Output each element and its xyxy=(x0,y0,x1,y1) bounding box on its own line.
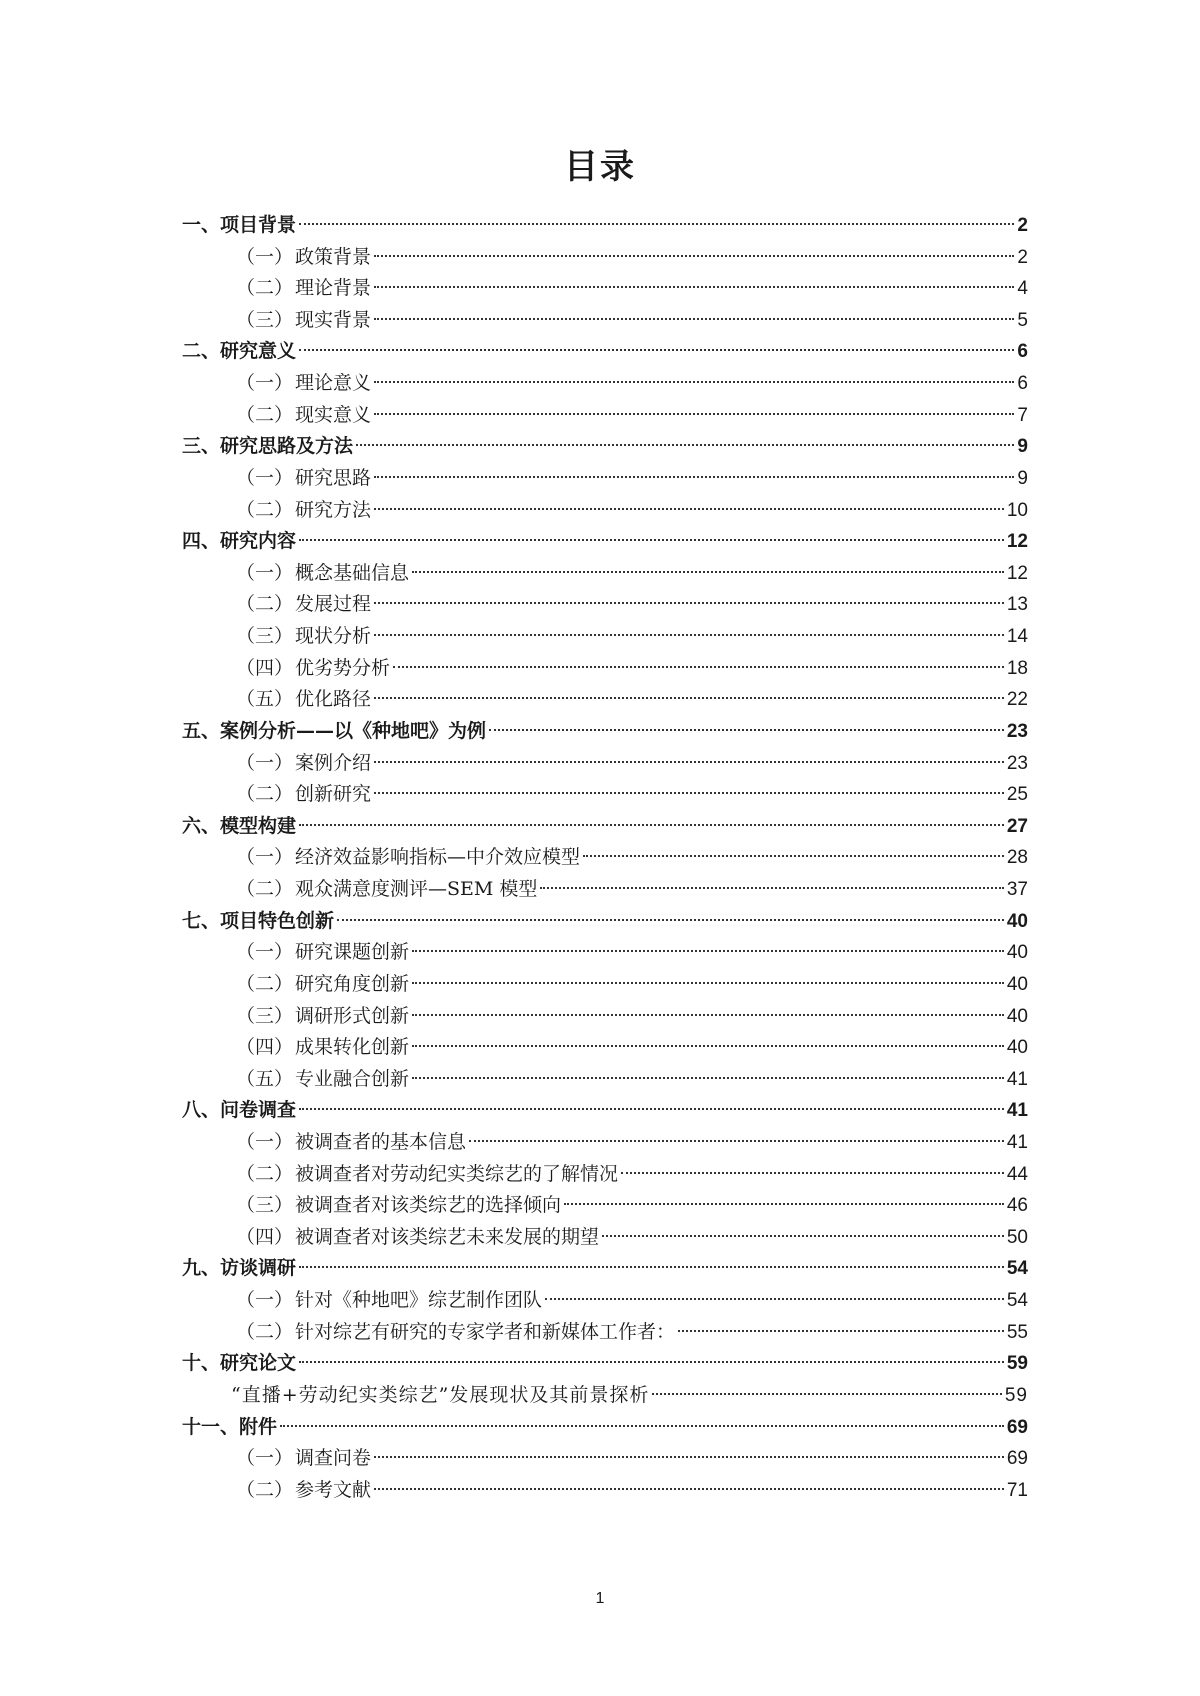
toc-entry-page-number: 9 xyxy=(1017,436,1028,458)
dot-leader xyxy=(545,1298,1004,1300)
toc-entry-number: （二） xyxy=(236,278,294,300)
toc-chapter-entry[interactable] xyxy=(182,1412,1028,1442)
toc-entry-number: （四） xyxy=(236,1226,294,1248)
toc-entry-number: （二） xyxy=(236,594,294,616)
dot-leader xyxy=(299,223,1014,225)
toc-entry-label: 优化路径 xyxy=(295,688,372,711)
toc-entry-label: 研究方法 xyxy=(295,498,372,521)
toc-entry-page-number: 44 xyxy=(1006,1163,1028,1185)
toc-entry-label: 十一、附件 xyxy=(182,1415,278,1438)
toc-section-entry[interactable] xyxy=(236,1443,1028,1473)
toc-entry-label: 二、研究意义 xyxy=(182,340,297,363)
toc-section-entry[interactable] xyxy=(236,969,1028,999)
toc-entry-number: （二） xyxy=(236,499,294,521)
toc-section-entry[interactable] xyxy=(236,1222,1028,1252)
toc-entry-page-number: 23 xyxy=(1006,720,1028,742)
toc-entry-label: 政策背景 xyxy=(295,245,372,268)
toc-section-entry[interactable] xyxy=(236,1064,1028,1094)
toc-entry-page-number: 59 xyxy=(1004,1384,1028,1406)
toc-entry-page-number: 69 xyxy=(1006,1448,1028,1470)
toc-chapter-entry[interactable] xyxy=(182,716,1028,746)
toc-entry-page-number: 46 xyxy=(1006,1195,1028,1217)
dot-leader xyxy=(374,792,1004,794)
toc-section-entry[interactable] xyxy=(236,400,1028,430)
toc-entry-label: 现实意义 xyxy=(295,403,372,426)
toc-entry-label: 一、项目背景 xyxy=(182,214,297,236)
dot-leader xyxy=(489,729,1004,731)
dot-leader xyxy=(374,508,1004,510)
dot-leader xyxy=(356,444,1014,446)
toc-entry-label: 案例介绍 xyxy=(295,751,372,774)
dot-leader xyxy=(583,855,1004,857)
toc-section-entry[interactable] xyxy=(236,1317,1028,1347)
toc-entry-label: 理论意义 xyxy=(295,372,372,395)
toc-entry-page-number: 41 xyxy=(1006,1131,1028,1153)
toc-chapter-entry[interactable] xyxy=(182,1095,1028,1125)
dot-leader xyxy=(299,824,1004,826)
toc-entry-page-number: 2 xyxy=(1017,215,1028,236)
dot-leader xyxy=(412,1077,1004,1079)
toc-entry-number: （三） xyxy=(236,626,294,648)
toc-section-entry[interactable] xyxy=(236,874,1028,904)
dot-leader xyxy=(412,982,1004,984)
toc-section-entry[interactable] xyxy=(236,748,1028,778)
toc-entry-label: 创新研究 xyxy=(295,783,372,806)
dot-leader xyxy=(299,349,1014,351)
toc-entry-number: （一） xyxy=(236,467,294,489)
toc-entry-label: 发展过程 xyxy=(295,593,372,616)
toc-entry-label: 研究思路 xyxy=(295,466,372,489)
toc-entry-label: 研究课题创新 xyxy=(295,941,410,964)
toc-entry-page-number: 41 xyxy=(1006,1100,1028,1122)
toc-entry-number: （二） xyxy=(236,879,294,901)
toc-entry-page-number: 4 xyxy=(1017,278,1028,300)
toc-entry-number: （一） xyxy=(236,847,294,869)
toc-entry-number: （二） xyxy=(236,1479,294,1501)
toc-entry-number: （一） xyxy=(236,373,294,395)
dot-leader xyxy=(412,1045,1004,1047)
toc-entry-number: （一） xyxy=(236,752,294,774)
toc-entry-number: （一） xyxy=(236,1131,294,1153)
toc-entry-page-number: 12 xyxy=(1006,531,1028,553)
toc-entry-number: （一） xyxy=(236,562,294,584)
toc-section-entry[interactable] xyxy=(236,1190,1028,1220)
toc-section-entry[interactable] xyxy=(236,589,1028,619)
toc-entry-label: 理论背景 xyxy=(295,277,372,300)
dot-leader xyxy=(621,1172,1004,1174)
toc-entry-page-number: 50 xyxy=(1006,1226,1028,1248)
toc-entry-label: 概念基础信息 xyxy=(295,561,410,584)
toc-entry-label: 被调查者对该类综艺的选择倾向 xyxy=(295,1194,562,1217)
toc-entry-page-number: 55 xyxy=(1006,1321,1028,1343)
dot-leader xyxy=(374,697,1004,699)
toc-entry-page-number: 54 xyxy=(1006,1258,1028,1280)
toc-entry-label: 针对综艺有研究的专家学者和新媒体工作者： xyxy=(295,1320,676,1343)
toc-section-entry[interactable] xyxy=(236,463,1028,493)
toc-entry-page-number: 40 xyxy=(1006,973,1028,995)
dot-leader xyxy=(374,476,1014,478)
dot-leader xyxy=(652,1393,1002,1395)
toc-entry-page-number: 25 xyxy=(1006,784,1028,806)
toc-entry-number: （三） xyxy=(236,1005,294,1027)
dot-leader xyxy=(374,318,1014,320)
toc-entry-page-number: 69 xyxy=(1006,1416,1028,1438)
toc-entry-number: （五） xyxy=(236,689,294,711)
toc-section-entry[interactable] xyxy=(236,842,1028,872)
dot-leader xyxy=(299,539,1004,541)
toc-section-entry[interactable] xyxy=(236,937,1028,967)
dot-leader xyxy=(374,413,1014,415)
toc-entry-label: 针对《种地吧》综艺制作团队 xyxy=(295,1289,543,1312)
toc-section-entry[interactable] xyxy=(236,684,1028,714)
toc-entry-number: （二） xyxy=(236,784,294,806)
toc-section-entry[interactable] xyxy=(236,1127,1028,1157)
toc-entry-label: 研究角度创新 xyxy=(295,972,410,995)
toc-entry-label: 三、研究思路及方法 xyxy=(182,435,354,458)
toc-entry-label: 现实背景 xyxy=(295,308,372,331)
dot-leader xyxy=(280,1425,1004,1427)
toc-entry-page-number: 10 xyxy=(1006,499,1028,521)
toc-section-entry[interactable] xyxy=(236,305,1028,335)
toc-entry-label: 七、项目特色创新 xyxy=(182,909,335,932)
toc-entry-number: （四） xyxy=(236,657,294,679)
dot-leader xyxy=(678,1330,1004,1332)
toc-entry-page-number: 54 xyxy=(1006,1290,1028,1312)
toc-entry-page-number: 23 xyxy=(1006,752,1028,774)
toc-entry-number: （一） xyxy=(236,1290,294,1312)
dot-leader xyxy=(374,1488,1004,1490)
toc-entry-page-number: 40 xyxy=(1006,942,1028,964)
toc-entry-label: 参考文献 xyxy=(295,1478,372,1501)
dot-leader xyxy=(469,1140,1004,1142)
toc-entry-page-number: 41 xyxy=(1006,1068,1028,1090)
toc-entry-page-number: 59 xyxy=(1006,1353,1028,1375)
dot-leader xyxy=(299,1108,1004,1110)
dot-leader xyxy=(412,950,1004,952)
toc-chapter-entry[interactable] xyxy=(182,210,1028,240)
toc-entry-number: （二） xyxy=(236,404,294,426)
toc-entry-label: 六、模型构建 xyxy=(182,814,297,837)
toc-section-entry[interactable] xyxy=(236,273,1028,303)
toc-entry-page-number: 27 xyxy=(1006,815,1028,837)
toc-section-entry[interactable] xyxy=(236,653,1028,683)
toc-section-entry[interactable] xyxy=(236,242,1028,272)
toc-section-entry[interactable] xyxy=(236,368,1028,398)
toc-entry-number: （五） xyxy=(236,1068,294,1090)
dot-leader xyxy=(412,1014,1004,1016)
toc-entry-number: （一） xyxy=(236,942,294,964)
toc-section-entry[interactable] xyxy=(236,495,1028,525)
toc-entry-label: 现状分析 xyxy=(295,625,372,648)
toc-entry-label: 专业融合创新 xyxy=(295,1067,410,1090)
toc-entry-page-number: 6 xyxy=(1017,373,1028,395)
toc-entry-page-number: 6 xyxy=(1017,341,1028,363)
toc-entry-page-number: 9 xyxy=(1017,467,1028,489)
toc-entry-number: （一） xyxy=(236,1448,294,1470)
toc-entry-label: 九、访谈调研 xyxy=(182,1257,297,1280)
page-number-footer: 1 xyxy=(595,1590,605,1607)
toc-entry-number: （三） xyxy=(236,309,294,331)
dot-leader xyxy=(374,634,1004,636)
toc-entry-label: 四、研究内容 xyxy=(182,530,297,553)
dot-leader xyxy=(564,1203,1004,1205)
page-title: 目录 xyxy=(564,147,636,187)
toc-chapter-entry[interactable] xyxy=(182,1348,1028,1378)
toc-entry-page-number: 71 xyxy=(1006,1479,1028,1501)
toc-entry-label: 被调查者对劳动纪实类综艺的了解情况 xyxy=(295,1162,619,1185)
toc-entry-page-number: 13 xyxy=(1006,594,1028,616)
toc-entry-page-number: 40 xyxy=(1006,1005,1028,1027)
toc-entry-page-number: 12 xyxy=(1006,562,1028,584)
toc-entry-number: （二） xyxy=(236,1163,294,1185)
dot-leader xyxy=(374,255,1014,257)
toc-entry-page-number: 37 xyxy=(1006,879,1028,901)
toc-section-entry[interactable] xyxy=(236,1032,1028,1062)
toc-entry-page-number: 28 xyxy=(1006,847,1028,869)
toc-entry-number: （一） xyxy=(236,246,294,268)
toc-entry-page-number: 14 xyxy=(1006,626,1028,648)
toc-section-entry[interactable] xyxy=(231,1380,1028,1410)
toc-entry-page-number: 22 xyxy=(1006,689,1028,711)
toc-section-entry[interactable] xyxy=(236,558,1028,588)
dot-leader xyxy=(393,666,1004,668)
toc-entry-number: （三） xyxy=(236,1195,294,1217)
dot-leader xyxy=(602,1235,1004,1237)
toc-entry-label: 被调查者对该类综艺未来发展的期望 xyxy=(295,1225,600,1248)
toc-entry-label: 调查问卷 xyxy=(295,1447,372,1470)
toc-entry-page-number: 40 xyxy=(1006,910,1028,932)
dot-leader xyxy=(540,887,1003,889)
dot-leader xyxy=(299,1361,1004,1363)
dot-leader xyxy=(337,919,1004,921)
toc-entry-page-number: 40 xyxy=(1006,1037,1028,1059)
toc-chapter-entry[interactable] xyxy=(182,906,1028,936)
toc-section-entry[interactable] xyxy=(236,1159,1028,1189)
toc-entry-label: 被调查者的基本信息 xyxy=(295,1130,467,1153)
toc-section-entry[interactable] xyxy=(236,1285,1028,1315)
dot-leader xyxy=(299,1266,1004,1268)
toc-entry-label: “直播+劳动纪实类综艺”发展现状及其前景探析 xyxy=(231,1383,650,1406)
toc-entry-label: 五、案例分析——以《种地吧》为例 xyxy=(182,719,487,742)
toc-chapter-entry[interactable] xyxy=(182,431,1028,461)
toc-entry-page-number: 7 xyxy=(1017,404,1028,426)
dot-leader xyxy=(374,286,1014,288)
dot-leader xyxy=(374,602,1004,604)
toc-chapter-entry[interactable] xyxy=(182,1253,1028,1283)
toc-entry-label: 经济效益影响指标—中介效应模型 xyxy=(295,846,581,869)
toc-entry-number: （二） xyxy=(236,1321,294,1343)
toc-entry-label: 成果转化创新 xyxy=(295,1036,410,1059)
toc-entry-label: 优劣势分析 xyxy=(295,656,391,679)
toc-entry-label: 调研形式创新 xyxy=(295,1004,410,1027)
dot-leader xyxy=(374,761,1004,763)
toc-entry-number: （四） xyxy=(236,1037,294,1059)
toc-entry-label: 八、问卷调查 xyxy=(182,1099,297,1122)
toc-section-entry[interactable] xyxy=(236,1001,1028,1031)
dot-leader xyxy=(374,381,1014,383)
toc-entry-label: 十、研究论文 xyxy=(182,1352,297,1375)
dot-leader xyxy=(412,571,1004,573)
toc-section-entry[interactable] xyxy=(236,1475,1028,1505)
toc-section-entry[interactable] xyxy=(236,779,1028,809)
toc-chapter-entry[interactable] xyxy=(182,811,1028,841)
toc-entry-number: （二） xyxy=(236,973,294,995)
toc-entry-page-number: 2 xyxy=(1017,246,1028,268)
toc-section-entry[interactable] xyxy=(236,621,1028,651)
toc-entry-page-number: 5 xyxy=(1017,309,1028,331)
toc-entry-label: 观众满意度测评—SEM 模型 xyxy=(295,878,538,901)
toc-chapter-entry[interactable] xyxy=(182,336,1028,366)
dot-leader xyxy=(374,1456,1004,1458)
toc-entry-page-number: 18 xyxy=(1006,657,1028,679)
toc-chapter-entry[interactable] xyxy=(182,526,1028,556)
